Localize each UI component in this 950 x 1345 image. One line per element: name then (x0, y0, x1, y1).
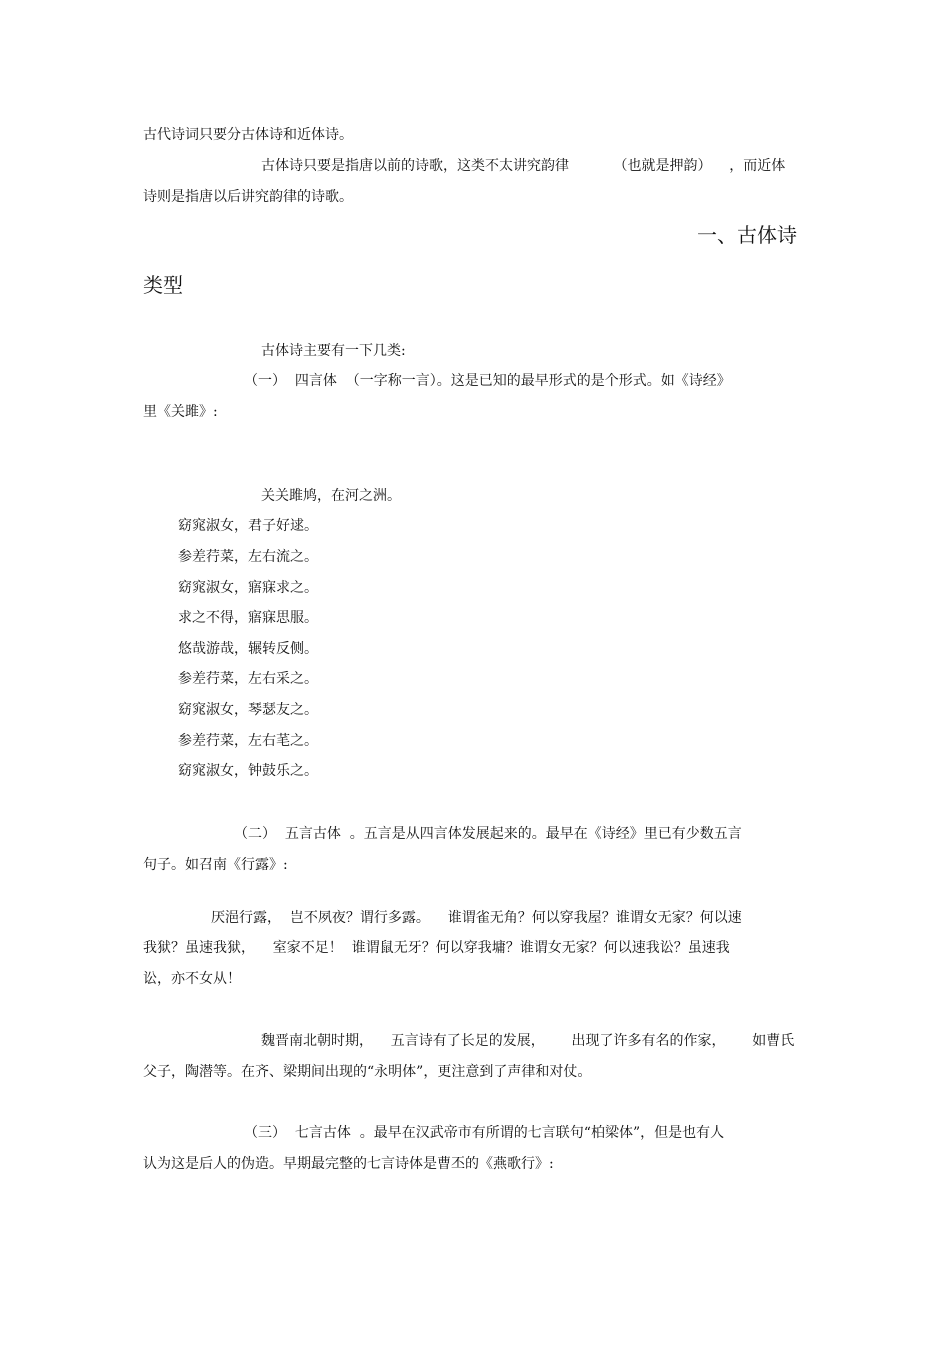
poem1-line: 悠哉游哉，辗转反侧。 (178, 641, 318, 657)
type2-line-1: （二） 五言古体 。五言是从四言体发展起来的。最早在《诗经》里已有少数五言 (234, 826, 742, 842)
poem1-line: 求之不得，寤寐思服。 (178, 610, 318, 626)
intro-line-2: 古体诗只要是指唐以前的诗歌，这类不太讲究韵律 （也就是押韵） ，而近体 (261, 158, 786, 174)
wei-jin-line-2: 父子，陶潜等。在齐、梁期间出现的“永明体”，更注意到了声律和对仗。 (143, 1064, 592, 1080)
poem1-line: 参差荇菜，左右采之。 (178, 671, 318, 687)
wei-jin-line-1: 魏晋南北朝时期， 五言诗有了长足的发展， 出现了许多有名的作家， 如曹氏 (261, 1033, 795, 1049)
types-intro: 古体诗主要有一下几类: (261, 343, 406, 359)
poem2-line-1: 厌浥行露， 岂不夙夜？谓行多露。 谁谓雀无角？何以穿我屋？谁谓女无家？何以速 (211, 910, 742, 926)
poem1-line: 关关雎鸠，在河之洲。 (261, 488, 401, 504)
type3-line-1: （三） 七言古体 。最早在汉武帝市有所谓的七言联句“柏梁体”，但是也有人 (244, 1125, 725, 1141)
poem1-line: 参差荇菜，左右芼之。 (178, 733, 318, 749)
section-heading-part-2: 类型 (143, 273, 183, 297)
type3-line-2: 认为这是后人的伪造。早期最完整的七言诗体是曹丕的《燕歌行》: (143, 1156, 554, 1172)
type1-line-1: （一） 四言体 （一字称一言）。这是已知的最早形式的是个形式。如《诗经》 (244, 373, 731, 389)
intro-line-3: 诗则是指唐以后讲究韵律的诗歌。 (143, 189, 353, 205)
poem1-line: 窈窕淑女，琴瑟友之。 (178, 702, 318, 718)
section-heading-part-1: 一、古体诗 (697, 223, 797, 247)
poem1-line: 窈窕淑女，钟鼓乐之。 (178, 763, 318, 779)
type2-line-2: 句子。如召南《行露》: (143, 857, 288, 873)
type1-line-2: 里《关雎》: (143, 404, 218, 420)
poem1-line: 参差荇菜，左右流之。 (178, 549, 318, 565)
poem2-line-2: 我狱？虽速我狱， 室家不足！ 谁谓鼠无牙？何以穿我墉？谁谓女无家？何以速我讼？虽速我 (143, 940, 730, 956)
poem1-line: 窈窕淑女，寤寐求之。 (178, 580, 318, 596)
poem2-line-3: 讼，亦不女从！ (143, 971, 241, 987)
poem1-line: 窈窕淑女，君子好逑。 (178, 518, 318, 534)
intro-line-1: 古代诗词只要分古体诗和近体诗。 (143, 127, 353, 143)
